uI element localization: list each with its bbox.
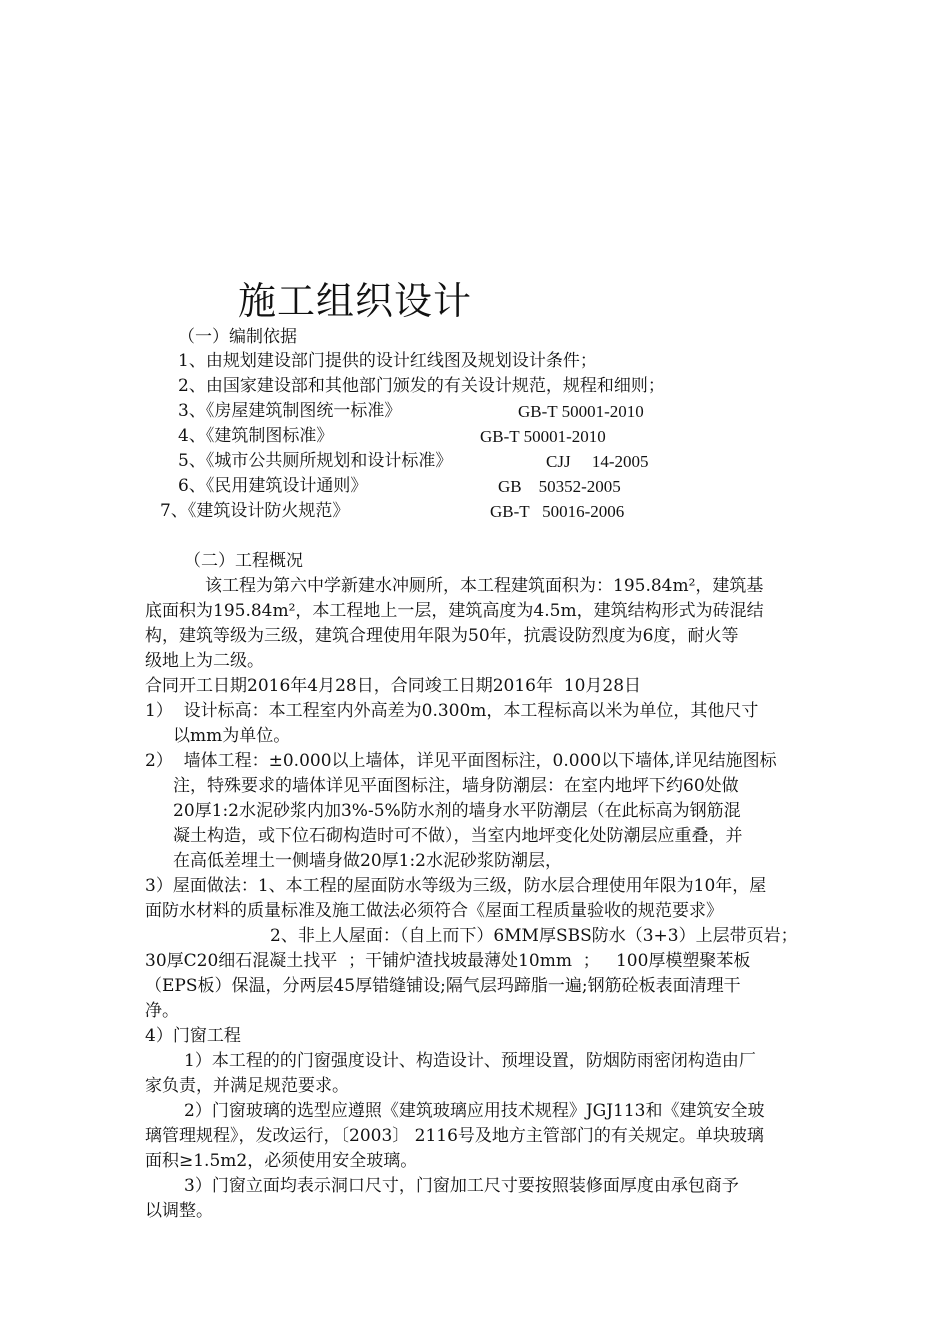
page-title: 施工组织设计 [238, 279, 473, 323]
windows-line-7: 以调整。 [145, 1201, 213, 1221]
roof-line-6: 净。 [145, 1001, 179, 1021]
basis-item-7: 7、《建筑设计防火规范》 [160, 501, 350, 521]
wall-line-5: 在高低差埋土一侧墙身做20厚1:2水泥砂浆防潮层， [173, 851, 562, 871]
roof-line-1: 3）屋面做法：1、本工程的屋面防水等级为三级，防水层合理使用年限为10年，屋 [145, 876, 767, 896]
wall-line-4: 凝土构造，或下位石砌构造时可不做），当室内地坪变化处防潮层应重叠，并 [173, 826, 743, 846]
basis-item-2: 2、由国家建设部和其他部门颁发的有关设计规范，规程和细则； [178, 376, 665, 396]
elevation-line-1: 1） 设计标高：本工程室内外高差为0.300m，本工程标高以米为单位，其他尺寸 [145, 701, 759, 721]
windows-line-4: 璃管理规程》，发改运行，〔2003〕 2116号及地方主管部门的有关规定。单块玻璃 [145, 1126, 764, 1146]
overview-line-2: 底面积为195.84m²，本工程地上一层，建筑高度为4.5m，建筑结构形式为砖混结 [145, 601, 764, 621]
basis-item-5: 5、《城市公共厕所规划和设计标准》 [178, 451, 453, 471]
roof-line-4: 30厚C20细石混凝土找平 ；干铺炉渣找坡最薄处10mm ； 100厚模塑聚苯板 [145, 951, 751, 971]
basis-item-6-code: GB 50352-2005 [498, 477, 621, 496]
wall-line-3: 20厚1:2水泥砂浆内加3%-5%防水剂的墙身水平防潮层（在此标高为钢筋混 [173, 801, 741, 821]
section-heading-basis: （一）编制依据 [178, 327, 297, 347]
basis-item-5-code: CJJ 14-2005 [546, 452, 649, 471]
wall-line-2: 注，特殊要求的墙体详见平面图标注，墙身防潮层：在室内地坪下约60处做 [173, 776, 739, 796]
roof-line-2: 面防水材料的质量标准及施工做法必须符合《屋面工程质量验收的规范要求》 [145, 901, 723, 921]
section-heading-overview: （二）工程概况 [184, 551, 303, 571]
overview-line-4: 级地上为二级。 [145, 651, 264, 671]
basis-item-3-code: GB-T 50001-2010 [518, 402, 644, 421]
windows-line-6: 3）门窗立面均表示洞口尺寸，门窗加工尺寸要按照装修面厚度由承包商予 [184, 1176, 739, 1196]
contract-dates: 合同开工日期2016年4月28日，合同竣工日期2016年 10月28日 [145, 676, 642, 696]
basis-item-1: 1、由规划建设部门提供的设计红线图及规划设计条件； [178, 351, 597, 371]
basis-item-3: 3、《房屋建筑制图统一标准》 [178, 401, 402, 421]
overview-line-1: 该工程为第六中学新建水冲厕所，本工程建筑面积为：195.84m²，建筑基 [205, 576, 764, 596]
windows-line-5: 面积≥1.5m2，必须使用安全玻璃。 [145, 1151, 418, 1171]
wall-line-1: 2） 墙体工程：±0.000以上墙体，详见平面图标注，0.000以下墙体,详见结施图标 [145, 751, 777, 771]
windows-line-3: 2）门窗玻璃的选型应遵照《建筑玻璃应用技术规程》JGJ113和《建筑安全玻 [184, 1101, 765, 1121]
windows-line-1: 1）本工程的的门窗强度设计、构造设计、预埋设置，防烟防雨密闭构造由厂 [184, 1051, 756, 1071]
windows-line-2: 家负责，并满足规范要求。 [145, 1076, 349, 1096]
basis-item-6: 6、《民用建筑设计通则》 [178, 476, 368, 496]
roof-line-3: 2、非上人屋面：（自上而下）6MM厚SBS防水（3+3）上层带页岩； [270, 926, 798, 946]
basis-item-4-code: GB-T 50001-2010 [480, 427, 606, 446]
overview-line-3: 构，建筑等级为三级，建筑合理使用年限为50年，抗震设防烈度为6度，耐火等 [145, 626, 739, 646]
basis-item-7-code: GB-T 50016-2006 [490, 502, 625, 521]
windows-heading: 4）门窗工程 [145, 1026, 241, 1046]
elevation-line-2: 以mm为单位。 [173, 726, 291, 746]
basis-item-4: 4、《建筑制图标准》 [178, 426, 334, 446]
roof-line-5: （EPS板）保温，分两层45厚错缝铺设;隔气层玛蹄脂一遍;钢筋砼板表面清理干 [145, 976, 741, 996]
